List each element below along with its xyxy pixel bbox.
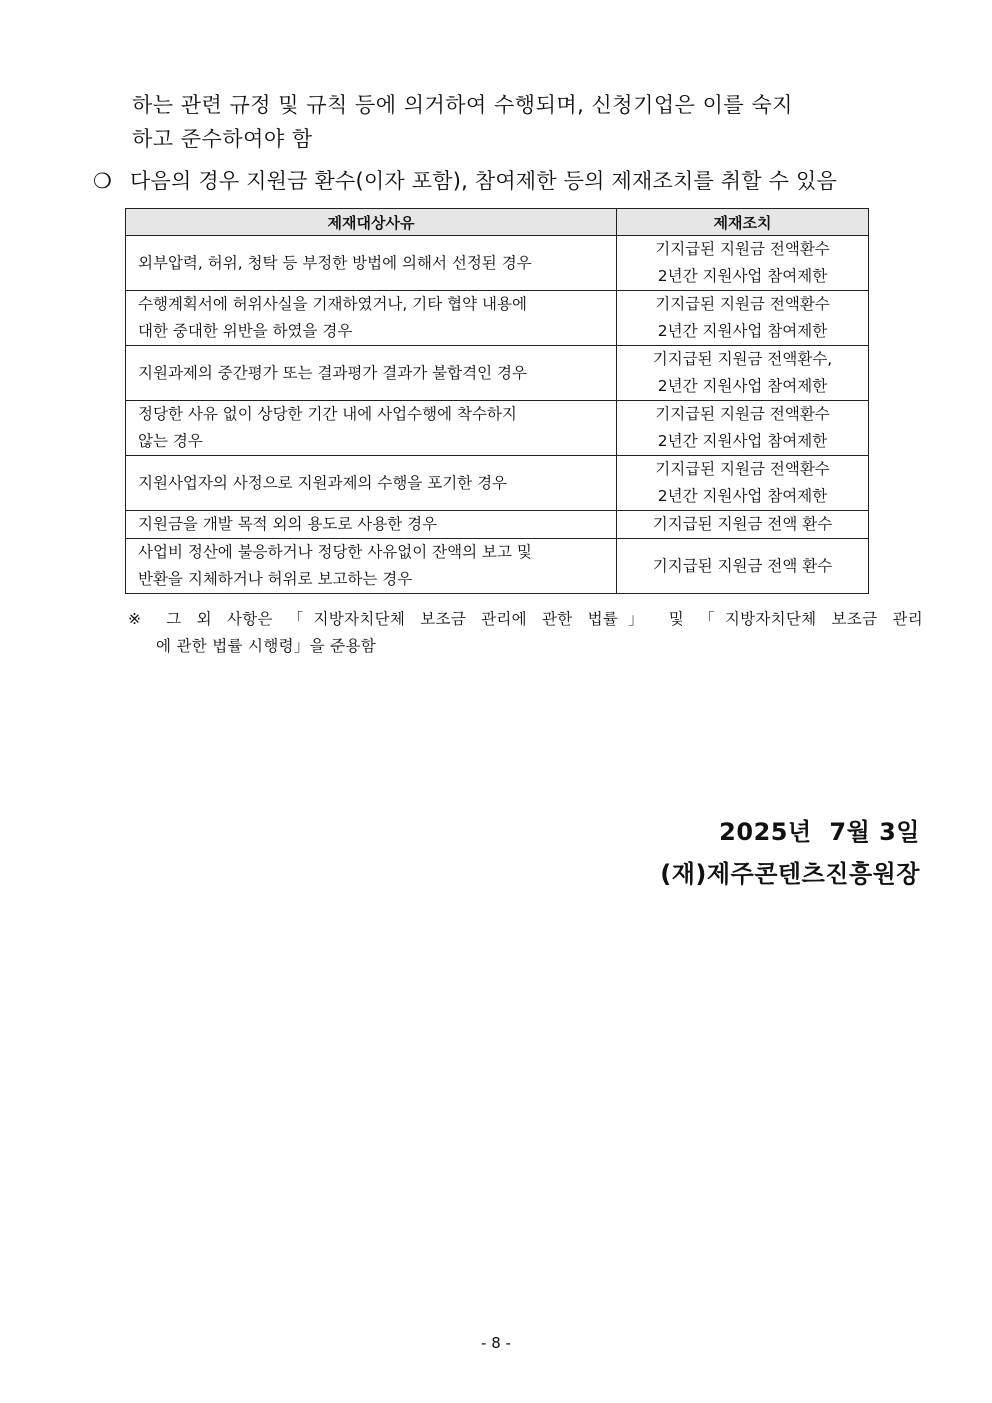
action-cell: 기지급된 지원금 전액환수 2년간 지원사업 참여제한: [617, 291, 869, 346]
action-cell: 기지급된 지원금 전액 환수: [617, 511, 869, 539]
reason-cell: 사업비 정산에 불응하거나 정당한 사유없이 잔액의 보고 및 반환을 지체하거나 허위로 보고하는 경우: [126, 539, 617, 594]
action-cell: 기지급된 지원금 전액 환수: [617, 539, 869, 594]
table-row: [126, 456, 869, 511]
table-row: [126, 539, 869, 594]
table-row: [126, 236, 869, 291]
document-date: 2025년 7월 3일: [719, 818, 920, 846]
intro-line-1: 하는 관련 규정 및 규칙 등에 의거하여 수행되며, 신청기업은 이를 숙지: [132, 93, 793, 117]
action-cell: 기지급된 지원금 전액환수, 2년간 지원사업 참여제한: [617, 346, 869, 401]
footnote: [128, 606, 923, 660]
sanction-bullet: [93, 165, 837, 197]
action-cell: 기지급된 지원금 전액환수 2년간 지원사업 참여제한: [617, 456, 869, 511]
header-reason: 제재대상사유: [126, 209, 617, 236]
intro-paragraph: [132, 88, 922, 156]
intro-line-2: 하고 준수하여야 함: [132, 127, 313, 151]
reason-cell: 정당한 사유 없이 상당한 기간 내에 사업수행에 착수하지 않는 경우: [126, 401, 617, 456]
action-cell: 기지급된 지원금 전액환수 2년간 지원사업 참여제한: [617, 401, 869, 456]
organization-signature: (재)제주콘텐츠진흥원장: [660, 860, 920, 888]
reason-cell: 지원과제의 중간평가 또는 결과평가 결과가 불합격인 경우: [126, 346, 617, 401]
sanction-table: [125, 208, 869, 594]
footnote-line-1: ※ 그 외 사항은 「지방자치단체 보조금 관리에 관한 법률」 및 「지방자치단체 보조금 관리: [128, 610, 923, 628]
reason-cell: 외부압력, 허위, 청탁 등 부정한 방법에 의해서 선정된 경우: [126, 236, 617, 291]
table-row: [126, 401, 869, 456]
table-row: [126, 291, 869, 346]
reason-cell: 수행계획서에 허위사실을 기재하였거나, 기타 협약 내용에 대한 중대한 위반을 하였을 경우: [126, 291, 617, 346]
sanction-bullet-text: 다음의 경우 지원금 환수(이자 포함), 참여제한 등의 제재조치를 취할 수 있음: [130, 169, 837, 193]
header-action: 제재조치: [617, 209, 869, 236]
circle-bullet-icon: ❍: [93, 169, 113, 193]
action-cell: 기지급된 지원금 전액환수 2년간 지원사업 참여제한: [617, 236, 869, 291]
page-number: - 8 -: [481, 1334, 511, 1352]
footnote-line-2: 에 관한 법률 시행령」을 준용함: [156, 637, 376, 655]
table-row: [126, 511, 869, 539]
table-row: [126, 346, 869, 401]
reason-cell: 지원사업자의 사정으로 지원과제의 수행을 포기한 경우: [126, 456, 617, 511]
reason-cell: 지원금을 개발 목적 외의 용도로 사용한 경우: [126, 511, 617, 539]
